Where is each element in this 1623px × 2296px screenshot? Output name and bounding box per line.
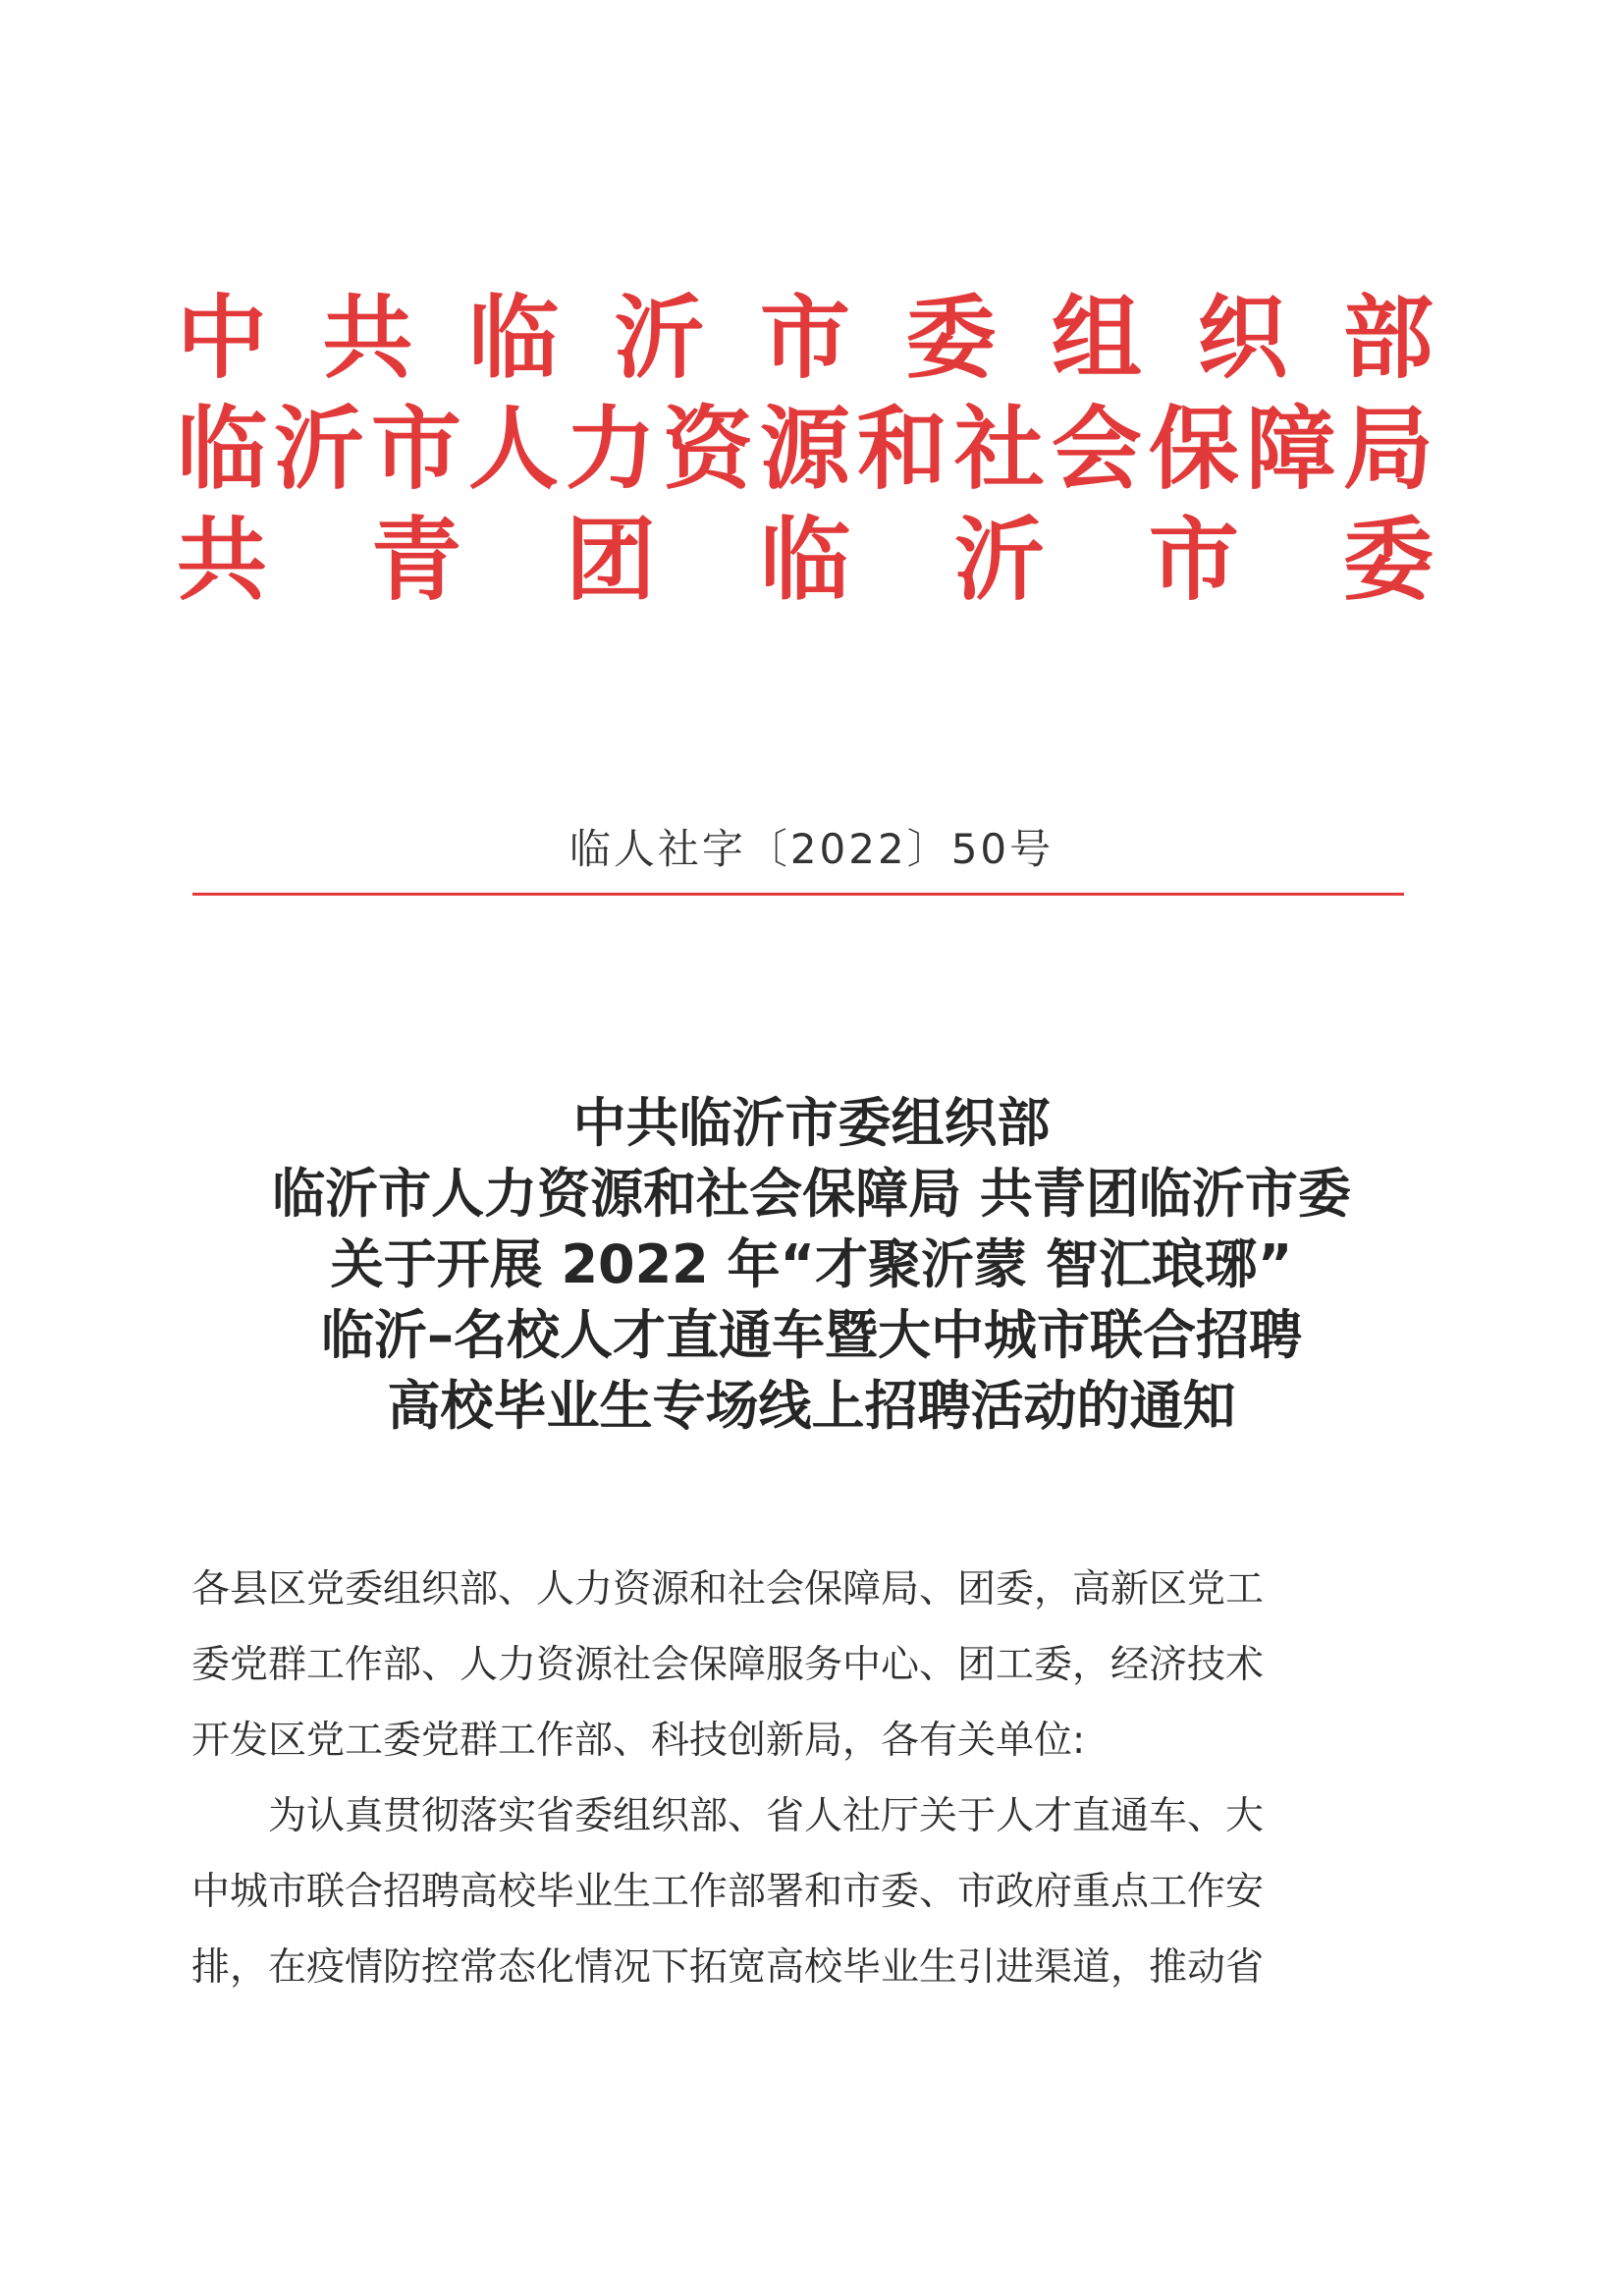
body-line: 开发区党工委党群工作部、科技创新局，各有关单位:	[191, 1719, 1086, 1763]
header-char: 委	[1342, 508, 1434, 613]
header-line-organization-dept	[177, 285, 1434, 393]
body-line: 各县区党委组织部、人力资源和社会保障局、团委，高新区党工	[191, 1567, 1265, 1612]
header-char: 临	[177, 397, 268, 502]
header-char: 部	[1342, 286, 1434, 391]
header-char: 障	[1245, 397, 1336, 502]
header-char: 市	[1148, 508, 1239, 613]
header-char: 人	[467, 397, 559, 502]
issuing-authorities-header	[177, 285, 1434, 618]
header-char: 会	[1051, 397, 1142, 502]
header-char: 市	[759, 286, 850, 391]
header-char: 资	[662, 397, 753, 502]
header-char: 织	[1197, 286, 1288, 391]
header-char: 组	[1051, 286, 1142, 391]
header-char: 保	[1148, 397, 1239, 502]
header-char: 临	[467, 286, 559, 391]
header-char: 共	[177, 508, 268, 613]
header-char: 委	[905, 286, 997, 391]
header-char: 和	[856, 397, 947, 502]
header-char: 沂	[953, 508, 1045, 613]
title-line: 中共临沂市委组织部	[572, 1092, 1051, 1154]
header-char: 沂	[614, 286, 705, 391]
header-char: 局	[1342, 397, 1434, 502]
header-char: 社	[953, 397, 1045, 502]
document-number: 临人社字〔2022〕50号	[568, 825, 1055, 873]
document-title	[0, 1088, 1623, 1442]
header-char: 团	[565, 508, 656, 613]
header-line-youth-league	[177, 507, 1434, 615]
header-char: 中	[177, 286, 268, 391]
header-char: 力	[565, 397, 656, 502]
body-line: 为认真贯彻落实省委组织部、省人社厅关于人才直通车、大	[268, 1794, 1265, 1838]
red-divider-line	[192, 893, 1404, 896]
title-line: 关于开展 2022 年“才聚沂蒙 智汇琅琊”	[330, 1233, 1293, 1295]
header-char: 临	[759, 508, 850, 613]
header-char: 源	[759, 397, 850, 502]
header-char: 沂	[273, 397, 364, 502]
title-line: 高校毕业生专场线上招聘活动的通知	[387, 1375, 1236, 1437]
title-line: 临沂–名校人才直通车暨大中城市联合招聘	[321, 1304, 1302, 1366]
header-line-hr-bureau	[177, 396, 1434, 504]
header-char: 共	[322, 286, 413, 391]
body-line: 中城市联合招聘高校毕业生工作部署和市委、市政府重点工作安	[191, 1870, 1265, 1914]
header-char: 青	[370, 508, 461, 613]
document-body	[191, 1552, 1409, 2005]
title-line: 临沂市人力资源和社会保障局 共青团临沂市委	[272, 1163, 1351, 1225]
body-line: 委党群工作部、人力资源社会保障服务中心、团工委，经济技术	[191, 1643, 1265, 1687]
header-char: 市	[370, 397, 461, 502]
body-line: 排，在疫情防控常态化情况下拓宽高校毕业生引进渠道，推动省	[191, 1945, 1265, 1990]
